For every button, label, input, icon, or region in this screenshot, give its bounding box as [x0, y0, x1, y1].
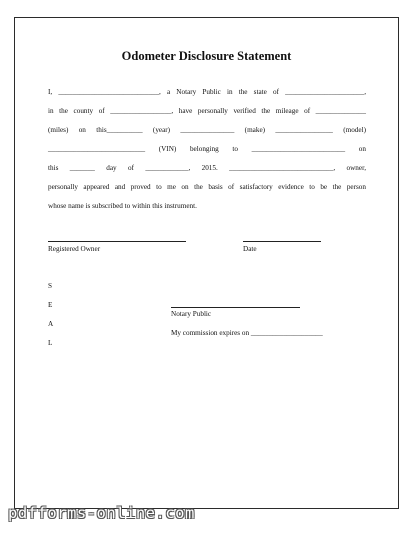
- seal-letter-e: E: [48, 301, 53, 309]
- seal-letter-l: L: [48, 339, 53, 347]
- body-line-6: personally appeared and proved to me on the basis of satisfactory evidence to be the person: [48, 183, 366, 191]
- body-line-4: ___________________________ (VIN) belonging to __________________________ on: [48, 145, 366, 153]
- document-page: [14, 17, 399, 509]
- body-line-7: whose name is subscribed to within this instrument.: [48, 202, 197, 210]
- commission-expires-text: My commission expires on ____________________: [171, 329, 323, 337]
- document-title: Odometer Disclosure Statement: [121, 49, 292, 63]
- registered-owner-label: Registered Owner: [48, 245, 101, 253]
- notary-signature-line: [171, 307, 300, 308]
- seal-letter-a: A: [48, 320, 54, 328]
- date-label: Date: [243, 245, 257, 253]
- seal-letter-s: S: [48, 282, 52, 290]
- site-watermark: pdfforms-online.com: [8, 504, 195, 522]
- body-line-1: I, ____________________________, a Notary Public in the state of ______________________,: [48, 88, 366, 96]
- body-line-3: (miles) on this__________ (year) _______________ (make) ________________ (model): [48, 126, 366, 134]
- date-signature-line: [243, 241, 321, 242]
- registered-owner-signature-line: [48, 241, 186, 242]
- notary-public-label: Notary Public: [171, 310, 212, 318]
- body-line-5: this _______ day of ____________, 2015. _____________________________, owner,: [48, 164, 366, 172]
- body-line-2: in the county of _________________, have personally verified the mileage of ______________: [48, 107, 366, 115]
